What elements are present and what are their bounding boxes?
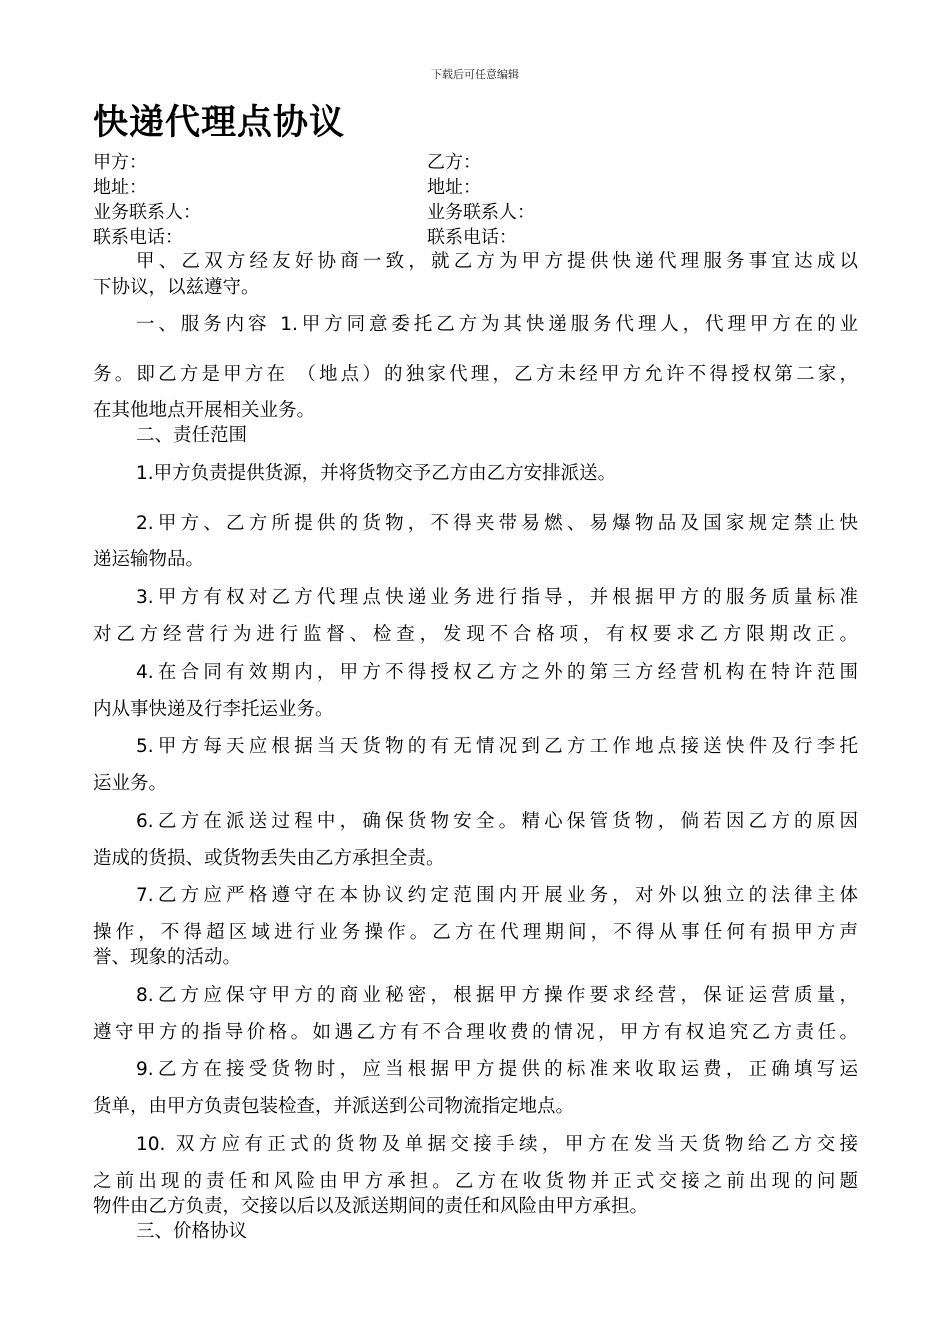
body-line: 8.乙方应保守甲方的商业秘密，根据甲方操作要求经营，保证运营质量， <box>136 985 858 1006</box>
party-b-phone: 联系电话： <box>427 227 517 248</box>
party-a-phone: 联系电话： <box>93 227 183 248</box>
party-row <box>93 200 873 225</box>
body-line: 造成的货损、或货物丢失由乙方承担全责。 <box>93 848 445 869</box>
body-line: 下协议，以兹遵守。 <box>93 277 260 298</box>
body-line: 2.甲方、乙方所提供的货物，不得夹带易燃、易爆物品及国家规定禁止快 <box>136 513 858 534</box>
body-line: 操作，不得超区域进行业务操作。乙方在代理期间，不得从事任何有损甲方声 <box>93 922 858 943</box>
party-row <box>93 150 873 175</box>
body-line: 10. 双方应有正式的货物及单据交接手续，甲方在发当天货物给乙方交接 <box>136 1134 858 1155</box>
body-line: 遵守甲方的指导价格。如遇乙方有不合理收费的情况，甲方有权追究乙方责任。 <box>93 1022 858 1043</box>
body-line: 在其他地点开展相关业务。 <box>93 400 316 421</box>
body-line: 内从事快递及行李托运业务。 <box>93 699 334 720</box>
body-line: 甲、乙双方经友好协商一致，就乙方为甲方提供快递代理服务事宜达成以 <box>136 251 858 272</box>
body-line: 对乙方经营行为进行监督、检查，发现不合格项，有权要求乙方限期改正。 <box>93 624 858 645</box>
body-line: 誉、现象的活动。 <box>93 947 242 968</box>
body-line: 5.甲方每天应根据当天货物的有无情况到乙方工作地点接送快件及行李托 <box>136 736 858 757</box>
party-row <box>93 225 873 250</box>
party-b-label: 乙方： <box>427 152 481 173</box>
party-b-contact: 业务联系人： <box>427 202 535 223</box>
body-line: 7.乙方应严格遵守在本协议约定范围内开展业务，对外以独立的法律主体 <box>136 885 858 906</box>
section-heading: 三、价格协议 <box>136 1221 248 1242</box>
party-b-address: 地址： <box>427 177 481 198</box>
body-line: 一、服务内容 1.甲方同意委托乙方为其快递服务代理人，代理甲方在的业 <box>136 314 858 335</box>
party-a-address: 地址： <box>93 177 147 198</box>
document-title: 快递代理点协议 <box>93 103 346 143</box>
body-line: 9.乙方在接受货物时，应当根据甲方提供的标准来收取运费，正确填写运 <box>136 1059 858 1080</box>
body-line: 务。即乙方是甲方在 （地点）的独家代理，乙方未经甲方允许不得授权第二家， <box>93 364 858 385</box>
body-line: 之前出现的责任和风险由甲方承担。乙方在收货物并正式交接之前出现的问题 <box>93 1171 858 1192</box>
body-line: 物件由乙方负责，交接以后以及派送期间的责任和风险由甲方承担。 <box>93 1196 649 1217</box>
body-line: 4.在合同有效期内，甲方不得授权乙方之外的第三方经营机构在特许范围 <box>136 662 858 683</box>
section-heading: 二、责任范围 <box>136 425 248 446</box>
body-line: 递运输物品。 <box>93 549 205 570</box>
party-a-contact: 业务联系人： <box>93 202 201 223</box>
body-line: 1.甲方负责提供货源，并将货物交予乙方由乙方安排派送。 <box>136 463 617 484</box>
header-note: 下载后可任意编辑 <box>431 68 519 81</box>
party-row <box>93 175 873 200</box>
body-line: 运业务。 <box>93 773 168 794</box>
body-line: 货单，由甲方负责包装检查，并派送到公司物流指定地点。 <box>93 1096 575 1117</box>
body-line: 3.甲方有权对乙方代理点快递业务进行指导，并根据甲方的服务质量标准 <box>136 587 858 608</box>
party-a-label: 甲方： <box>93 152 147 173</box>
party-info <box>93 150 873 250</box>
body-line: 6.乙方在派送过程中，确保货物安全。精心保管货物，倘若因乙方的原因 <box>136 811 858 832</box>
